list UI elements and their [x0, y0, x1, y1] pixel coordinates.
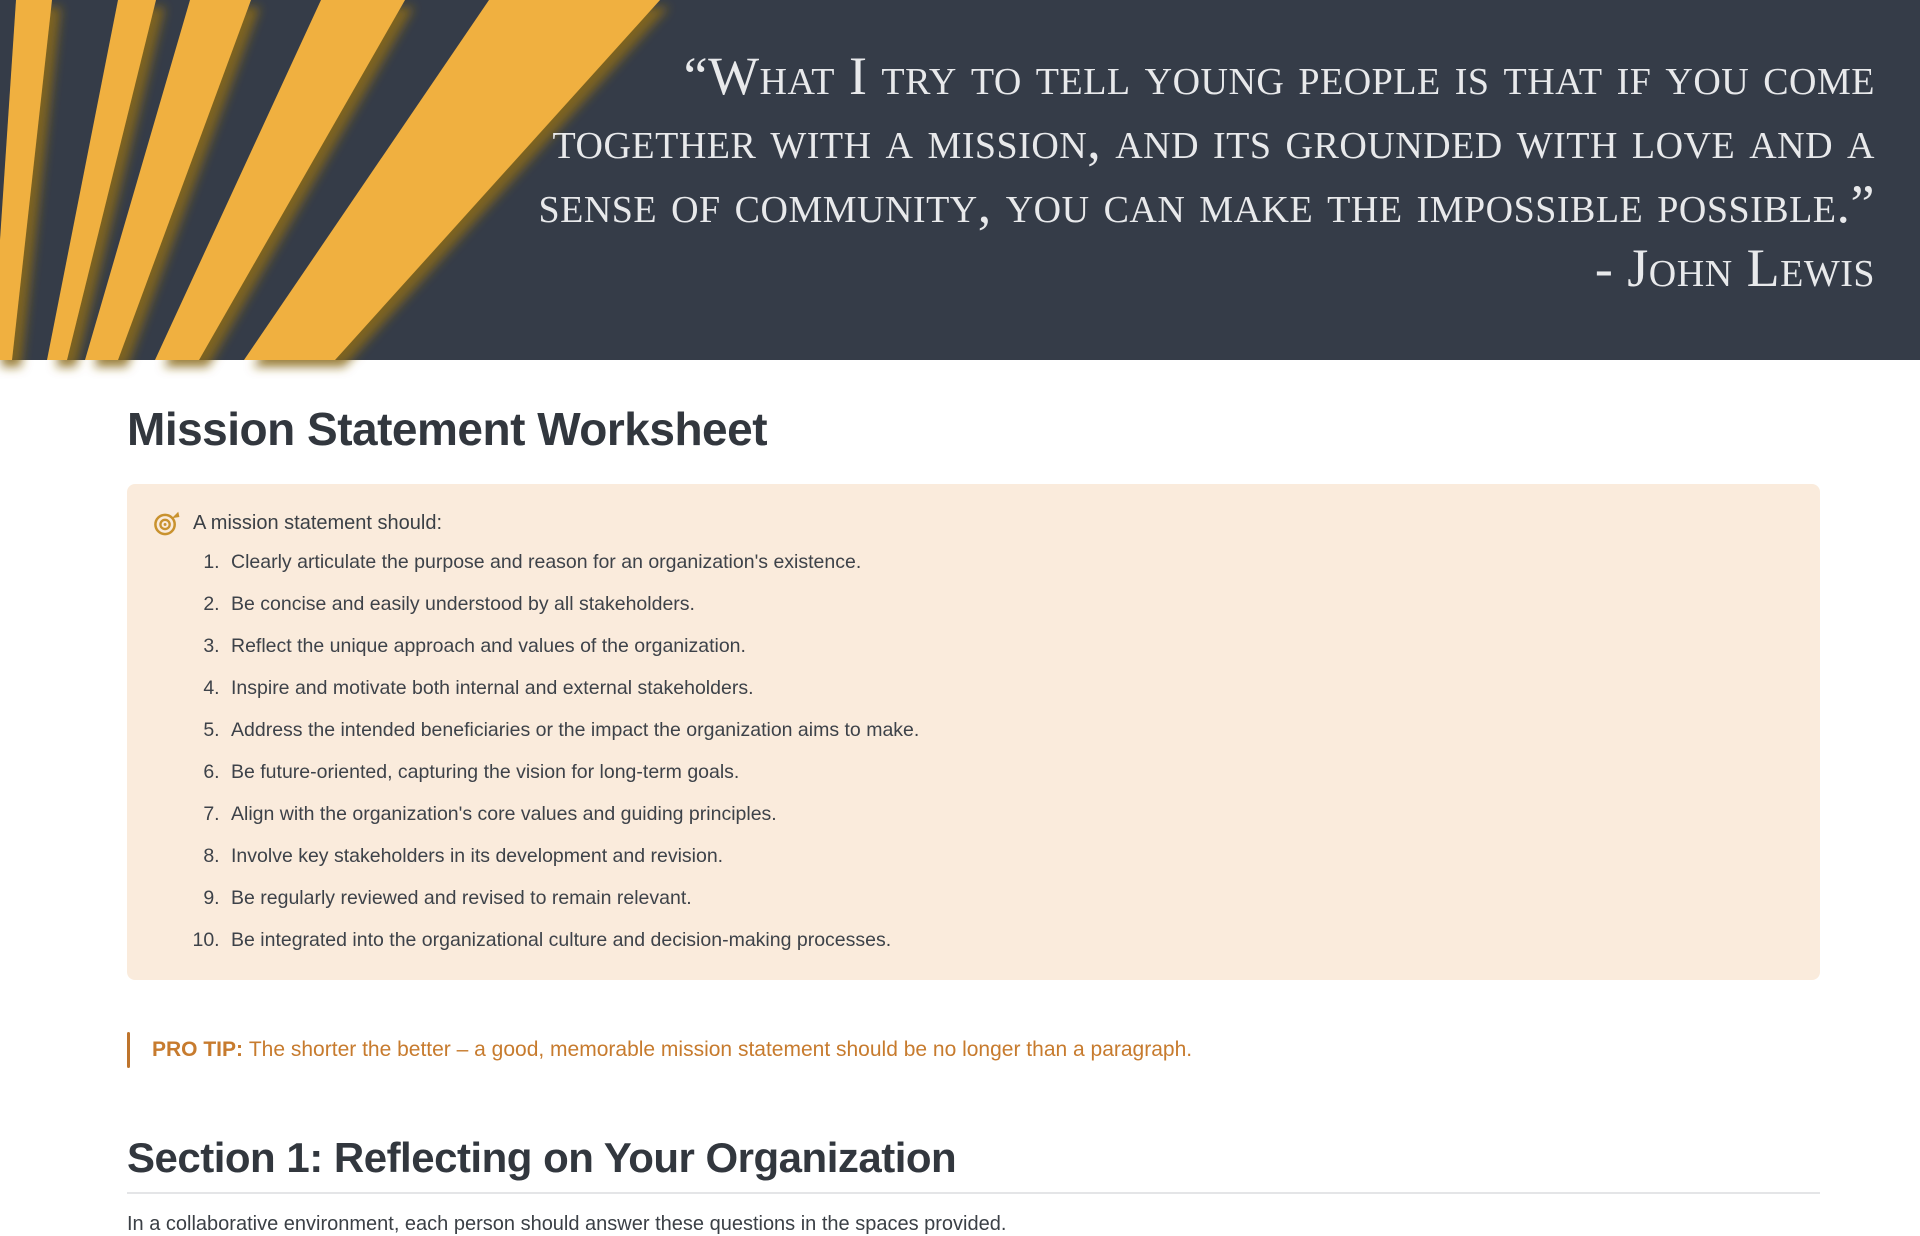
list-item: 10. Be integrated into the organizational culture and decision-making processes. — [225, 929, 1790, 952]
quote-banner — [0, 0, 1920, 360]
list-item: 7. Align with the organization's core values and guiding principles. — [225, 803, 1790, 826]
list-item: 9. Be regularly reviewed and revised to remain relevant. — [225, 887, 1790, 910]
list-item: 3. Reflect the unique approach and values of the organization. — [225, 635, 1790, 658]
mission-requirements-list — [153, 551, 1790, 952]
pro-tip-text — [152, 1032, 1192, 1068]
list-item: 4. Inspire and motivate both internal and external stakeholders. — [225, 677, 1790, 700]
target-icon — [153, 510, 180, 537]
mission-callout-box — [127, 484, 1820, 980]
pro-tip-body: The shorter the better – a good, memorable mission statement should be no longer than a paragraph. — [248, 1038, 1193, 1061]
list-item: 1. Clearly articulate the purpose and reason for an organization's existence. — [225, 551, 1790, 574]
section-1-heading: Section 1: Reflecting on Your Organization — [127, 1134, 957, 1181]
mission-intro-text: A mission statement should: — [193, 512, 443, 534]
quote-line-2: together with a mission, and its grounded with love and a — [552, 110, 1875, 170]
list-item: 6. Be future-oriented, capturing the vision for long-term goals. — [225, 761, 1790, 784]
quote-block — [538, 44, 1875, 300]
quote-line-3: sense of community, you can make the impossible possible.” — [538, 174, 1875, 234]
section-divider — [127, 1192, 1820, 1194]
list-item: 2. Be concise and easily understood by all stakeholders. — [225, 593, 1790, 616]
page-title: Mission Statement Worksheet — [127, 403, 768, 455]
pro-tip-accent-bar — [127, 1032, 130, 1068]
quote-attribution: - John Lewis — [1594, 238, 1875, 298]
section-1-intro: In a collaborative environment, each person should answer these questions in the spaces provided. — [127, 1213, 1007, 1235]
list-item: 5. Address the intended beneficiaries or the impact the organization aims to make. — [225, 719, 1790, 742]
worksheet-page — [0, 402, 1920, 1236]
pro-tip-label: PRO TIP: — [152, 1038, 244, 1061]
quote-line-1: “What I try to tell young people is that if you come — [683, 46, 1875, 106]
list-item: 8. Involve key stakeholders in its development and revision. — [225, 845, 1790, 868]
pro-tip-callout — [127, 1032, 1820, 1068]
mission-intro-row — [153, 510, 1790, 537]
